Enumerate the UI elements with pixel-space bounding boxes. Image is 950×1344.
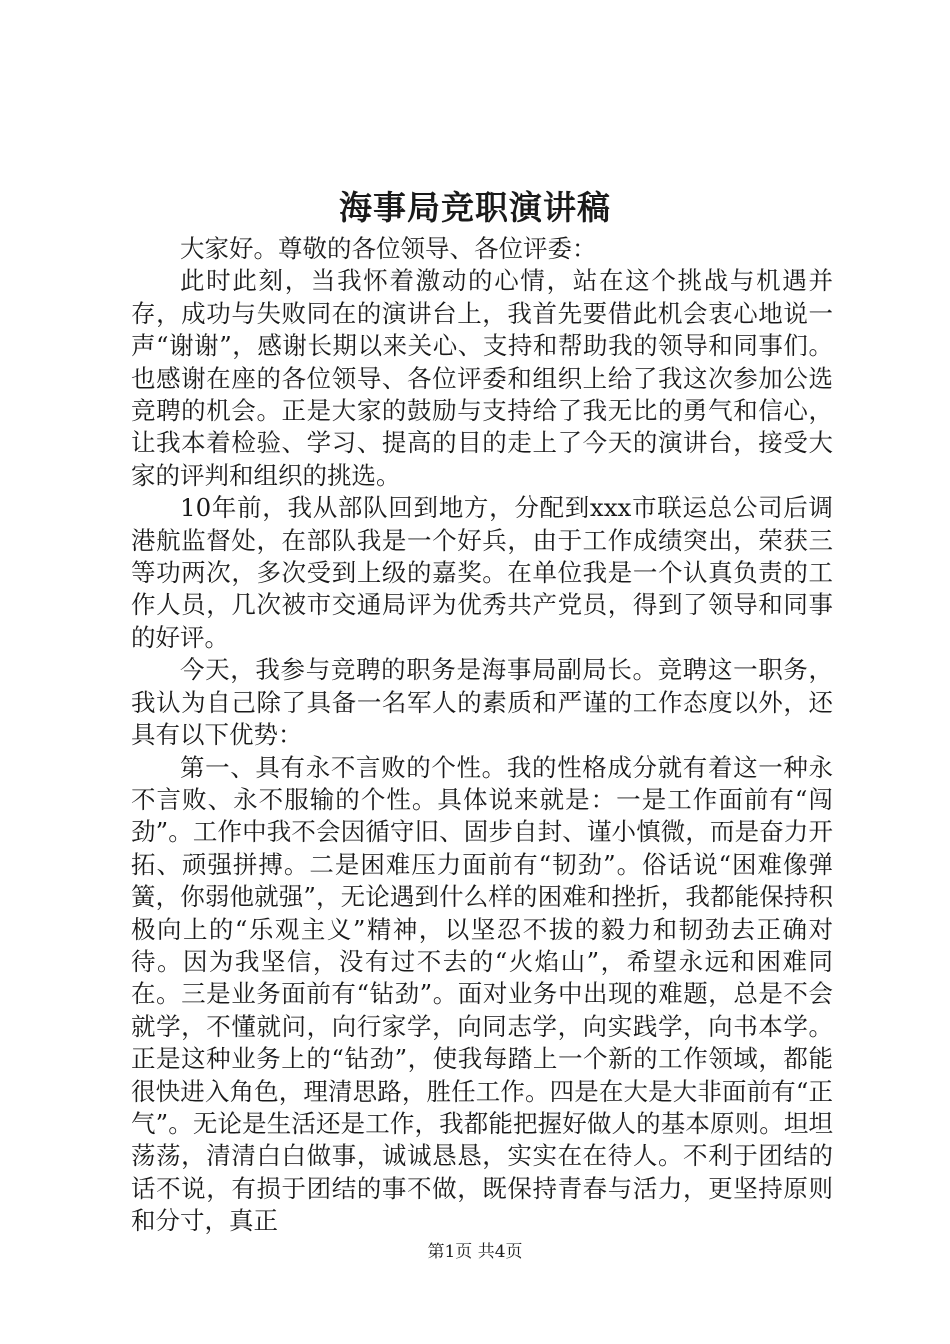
paragraph-background: 10年前，我从部队回到地方，分配到xxx市联运总公司后调港航监督处，在部队我是一个好兵，由于工作成绩突出，荣获三等功两次，多次受到上级的嘉奖。在单位我是一个认真负责的工作人员，几次被市交通局评为优秀共产党员，得到了领导和同事的好评。 — [131, 493, 833, 652]
paragraph-greeting: 大家好。尊敬的各位领导、各位评委： — [180, 234, 597, 263]
page-indicator: 第1页 共4页 — [427, 1242, 523, 1262]
document-title: 海事局竞职演讲稿 — [339, 188, 611, 227]
document-body — [131, 233, 833, 1238]
paragraph-position: 今天，我参与竞聘的职务是海事局副局长。竞聘这一职务，我认为自己除了具备一名军人的素质和严谨的工作态度以外，还具有以下优势： — [131, 655, 833, 750]
paragraph-advantage-one: 第一、具有永不言败的个性。我的性格成分就有着这一种永不言败、永不服输的个性。具体说来就是：一是工作面前有“闯劲”。工作中我不会因循守旧、固步自封、谨小慎微，而是奋力开拓、顽强拼搏。二是困难压力面前有“韧劲”。俗话说“困难像弹簧，你弱他就强”，无论遇到什么样的困难和挫折，我都能保持积极向上的“乐观主义”精神，以坚忍不拔的毅力和韧劲去正确对待。因为我坚信，没有过不去的“火焰山”，希望永远和困难同在。三是业务面前有“钻劲”。面对业务中出现的难题，总是不会就学，不懂就问，向行家学，向同志学，向实践学，向书本学。正是这种业务上的“钻劲”，使我每踏上一个新的工作领域，都能很快进入角色，理清思路，胜任工作。四是在大是大非面前有“正气”。无论是生活还是工作，我都能把握好做人的基本原则。坦坦荡荡，清清白白做事，诚诚恳恳，实实在在待人。不利于团结的话不说，有损于团结的事不做，既保持青春与活力，更坚持原则和分寸，真正 — [131, 752, 833, 1236]
paragraph-thanks: 此时此刻，当我怀着激动的心情，站在这个挑战与机遇并存，成功与失败同在的演讲台上，我首先要借此机会衷心地说一声“谢谢”，感谢长期以来关心、支持和帮助我的领导和同事们。也感谢在座的各位领导、各位评委和组织上给了我这次参加公选竞聘的机会。正是大家的鼓励与支持给了我无比的勇气和信心，让我本着检验、学习、提高的目的走上了今天的演讲台，接受大家的评判和组织的挑选。 — [131, 266, 833, 490]
